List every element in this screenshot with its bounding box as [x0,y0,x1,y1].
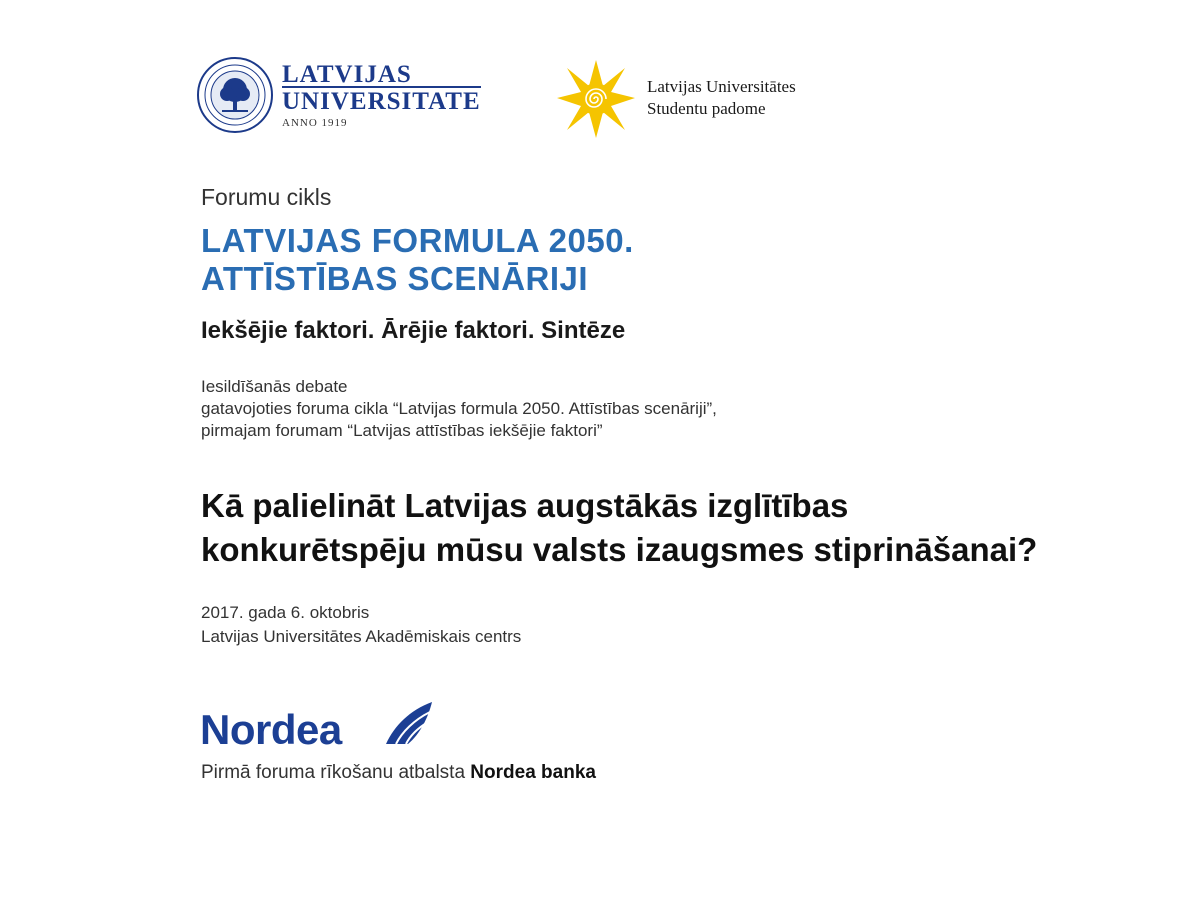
sponsor-name: Nordea banka [470,762,596,783]
sponsor-logo [200,700,440,755]
sail-icon [380,700,436,748]
debate-line1: Iesildīšanās debate [201,377,348,396]
event-date: 2017. gada 6. oktobris [201,603,370,622]
university-name-line1: LATVIJAS [282,61,412,88]
debate-line3: pirmajam forumam “Latvijas attīstības iekšējie faktori” [201,421,603,440]
student-council-line2: Studentu padome [647,99,766,118]
question-line1: Kā palielināt Latvijas augstākās izglītības [201,487,849,524]
university-seal-icon [196,56,274,134]
event-venue: Latvijas Universitātes Akadēmiskais centrs [201,627,522,646]
debate-question [201,484,1037,572]
debate-description [201,376,717,442]
question-line2: konkurētspēju mūsu valsts izaugsmes stiprināšanai? [201,531,1038,568]
sun-icon [555,58,637,140]
page-title [201,222,634,298]
title-line1: LATVIJAS FORMULA 2050. [201,222,634,259]
university-name-line2: UNIVERSITATE [282,88,481,115]
event-info [201,601,521,649]
student-council-logo [555,58,835,140]
support-text: Pirmā foruma rīkošanu atbalsta [201,762,471,783]
series-label: Forumu cikls [201,184,332,210]
sponsor-wordmark: Nordea [200,706,342,753]
university-anno: ANNO 1919 [282,117,348,129]
debate-line2: gatavojoties foruma cikla “Latvijas formula 2050. Attīstības scenāriji”, [201,399,717,418]
title-line2: ATTĪSTĪBAS SCENĀRIJI [201,260,589,297]
subtitle: Iekšējie faktori. Ārējie faktori. Sintēze [201,317,626,344]
university-logo [196,56,486,146]
student-council-line1: Latvijas Universitātes [647,77,796,96]
support-line [201,762,596,784]
